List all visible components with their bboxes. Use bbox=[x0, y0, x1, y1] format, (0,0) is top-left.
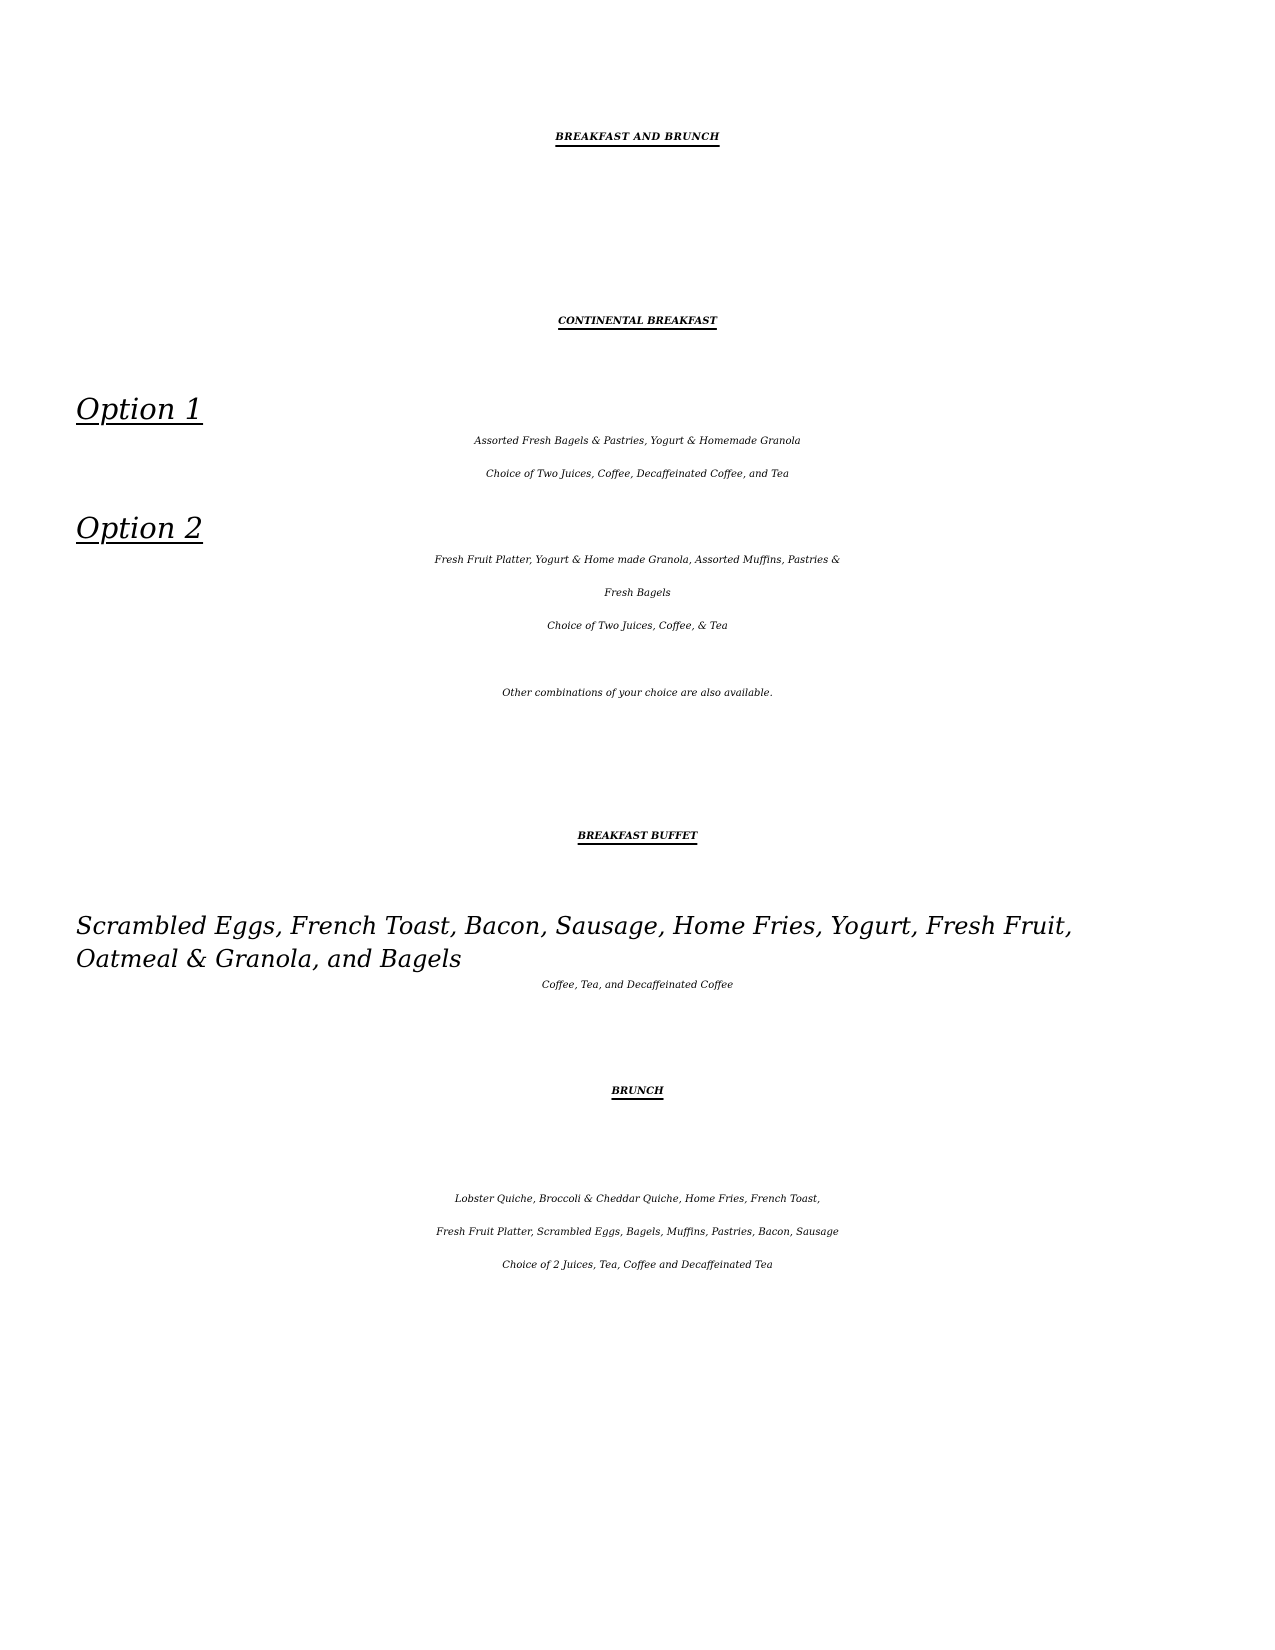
buffet-line: Coffee, Tea, and Decaffeinated Coffee bbox=[541, 980, 734, 991]
buffet-heading: BREAKFAST BUFFET bbox=[577, 831, 698, 842]
option-1-label: Option 1 bbox=[76, 392, 204, 426]
continental-heading: CONTINENTAL BREAKFAST bbox=[558, 316, 717, 327]
continental-note: Other combinations of your choice are also available. bbox=[502, 688, 773, 699]
page-title: BREAKFAST AND BRUNCH bbox=[555, 132, 720, 143]
buffet-line: Oatmeal & Granola, and Bagels bbox=[76, 945, 462, 973]
option-1-line: Choice of Two Juices, Coffee, Decaffeinated Coffee, and Tea bbox=[486, 469, 789, 480]
brunch-line: Lobster Quiche, Broccoli & Cheddar Quiche, Home Fries, French Toast, bbox=[454, 1194, 821, 1205]
buffet-line: Scrambled Eggs, French Toast, Bacon, Sausage, Home Fries, Yogurt, Fresh Fruit, bbox=[76, 912, 1073, 940]
option-2-line: Fresh Bagels bbox=[604, 588, 671, 599]
brunch-line: Choice of 2 Juices, Tea, Coffee and Decaffeinated Tea bbox=[502, 1260, 773, 1271]
brunch-line: Fresh Fruit Platter, Scrambled Eggs, Bagels, Muffins, Pastries, Bacon, Sausage bbox=[436, 1227, 839, 1238]
option-2-line: Choice of Two Juices, Coffee, & Tea bbox=[547, 621, 728, 632]
option-2-line: Fresh Fruit Platter, Yogurt & Home made Granola, Assorted Muffins, Pastries & bbox=[434, 555, 841, 566]
option-1-line: Assorted Fresh Bagels & Pastries, Yogurt & Homemade Granola bbox=[474, 436, 801, 447]
brunch-heading: BRUNCH bbox=[611, 1086, 664, 1097]
option-2-label: Option 2 bbox=[76, 511, 204, 545]
